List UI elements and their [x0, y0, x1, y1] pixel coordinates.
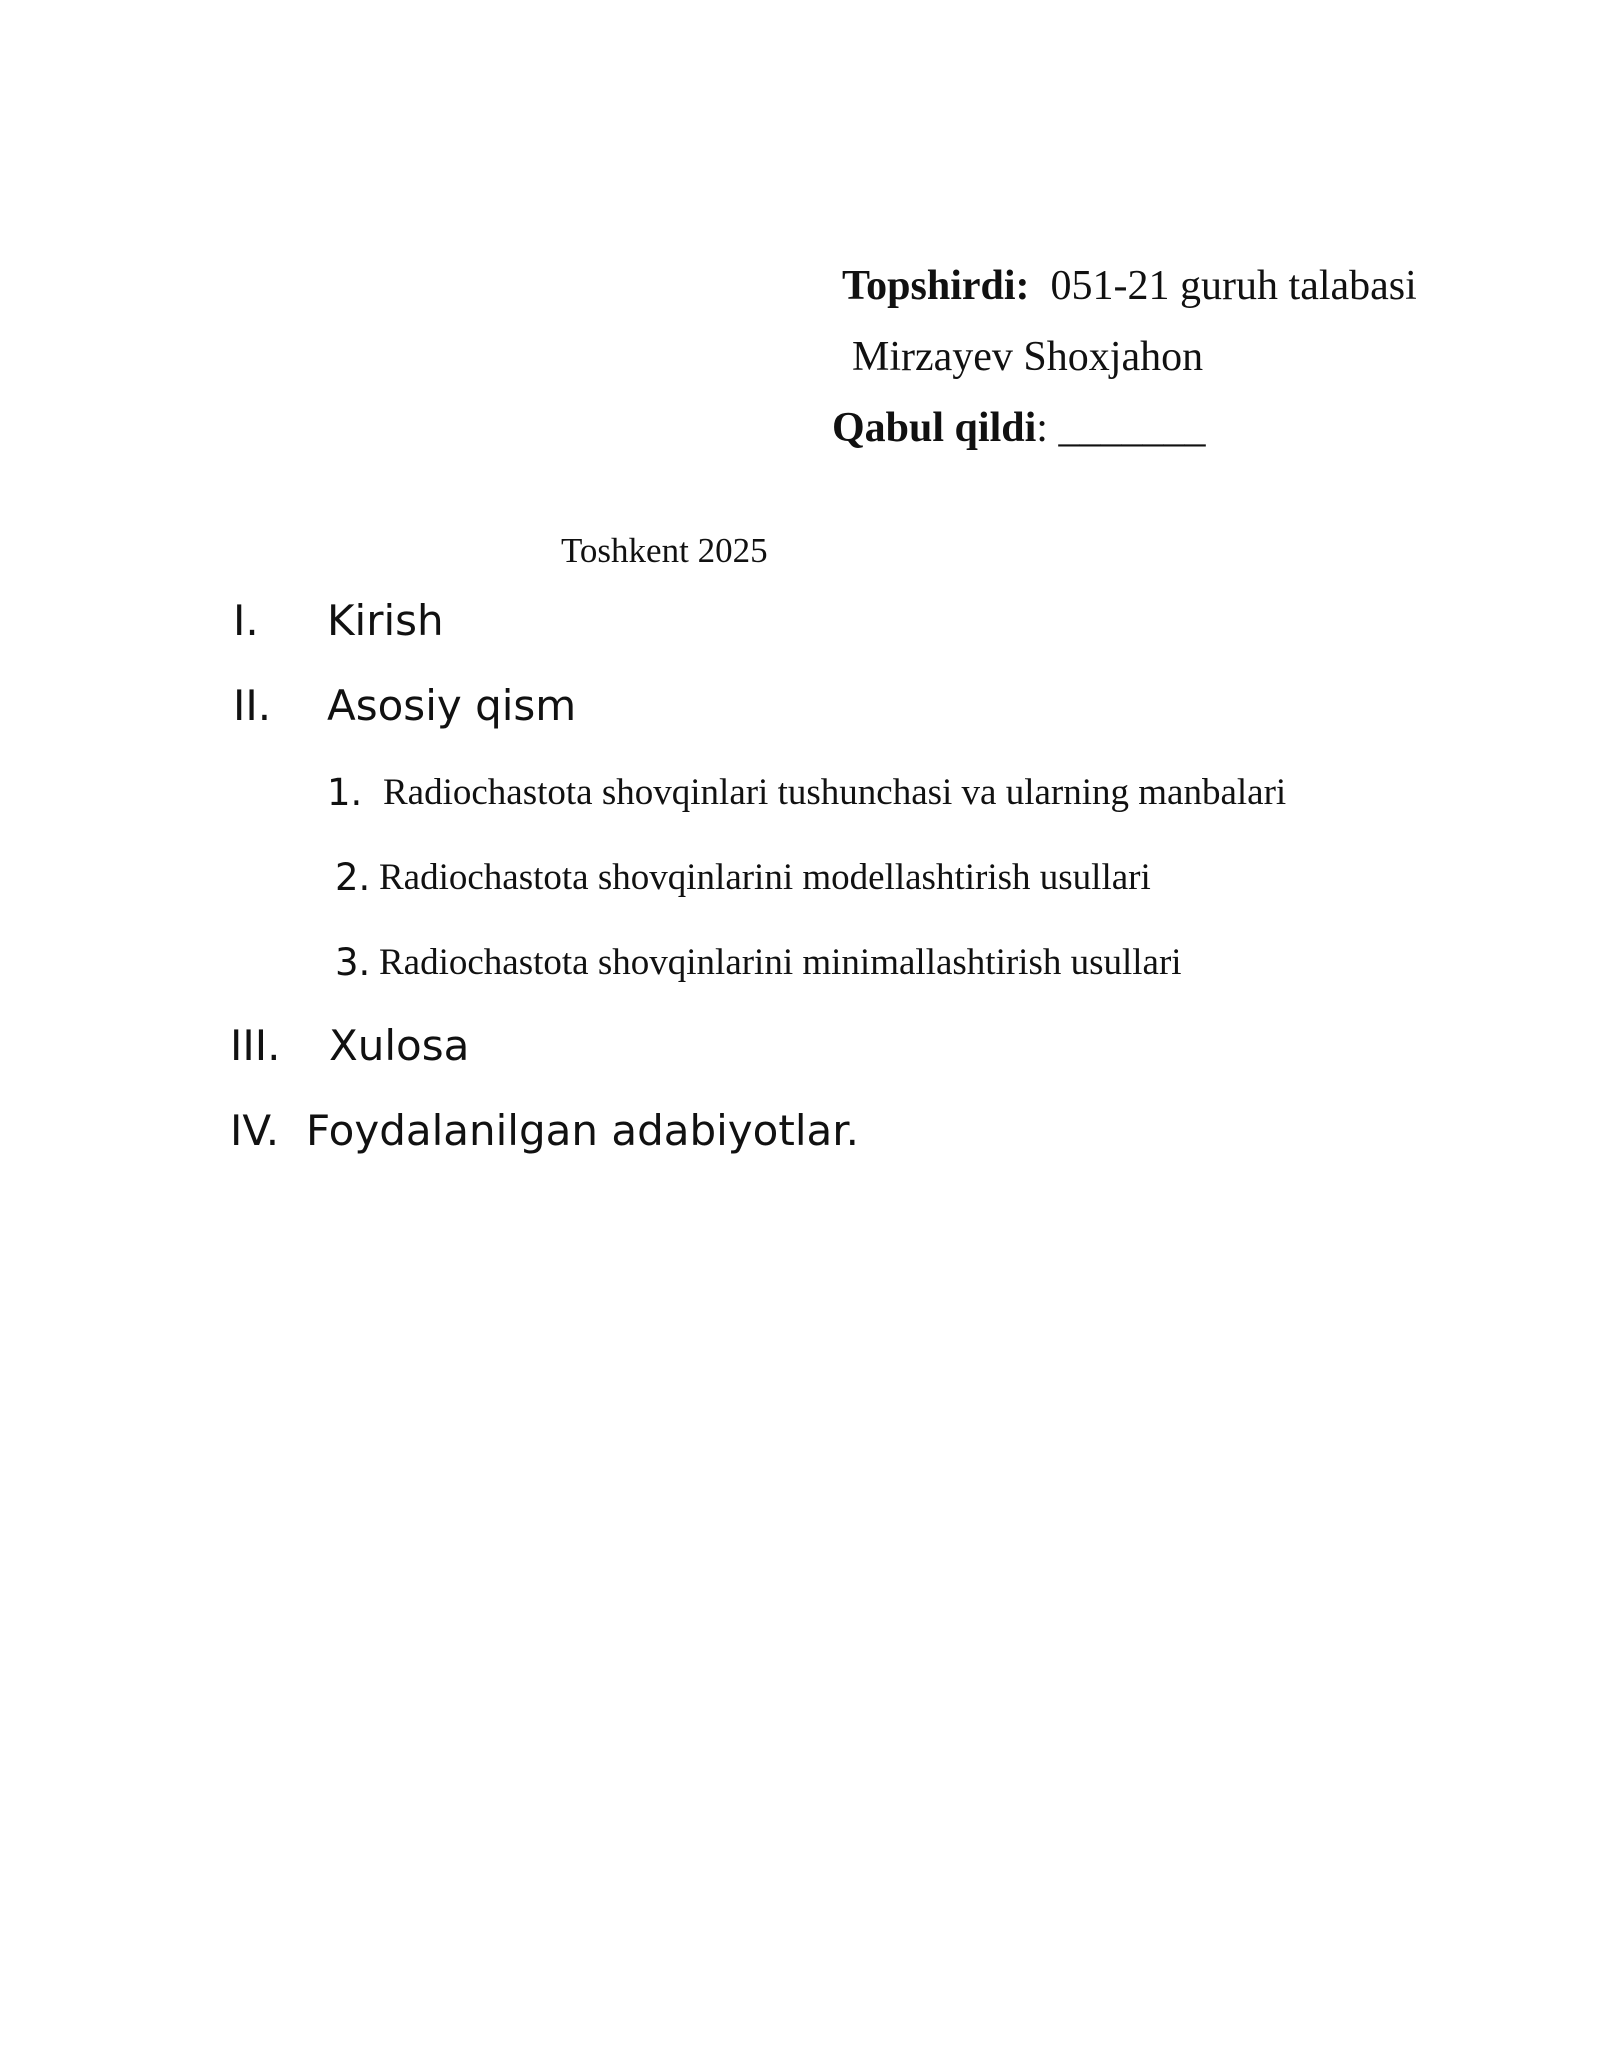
student-name: Mirzayev Shoxjahon: [852, 334, 1204, 380]
toc-item-xulosa: Xulosa: [329, 1021, 470, 1070]
toc-item-asosiy-qism: Asosiy qism: [327, 681, 577, 730]
toc-subitem-number: 2.: [335, 856, 371, 899]
toc-subitem-number: 3.: [335, 941, 371, 984]
submitted-value: 051-21 guruh talabasi: [1050, 263, 1417, 309]
toc-subitem-2: Radiochastota shovqinlarini modellashtirish usullari: [379, 857, 1151, 898]
accepted-line: [832, 407, 1205, 449]
toc-item-kirish: Kirish: [327, 596, 444, 645]
toc-item-foydalanilgan-adabiyotlar: Foydalanilgan adabiyotlar.: [306, 1106, 859, 1155]
toc-subitem-1: Radiochastota shovqinlari tushunchasi va ularning manbalari: [383, 772, 1287, 813]
toc-number: I.: [233, 596, 259, 645]
toc-subitem-number: 1.: [327, 771, 363, 814]
submitted-label: Topshirdi:: [842, 263, 1030, 309]
toc-subitem-3: Radiochastota shovqinlarini minimallashtirish usullari: [379, 942, 1182, 983]
submitted-line: [842, 265, 1417, 307]
accepted-label: Qabul qildi: [832, 405, 1037, 451]
toc-number: IV.: [230, 1106, 280, 1155]
toc-number: II.: [233, 681, 272, 730]
accepted-separator: :: [1036, 405, 1048, 451]
toc-number: III.: [230, 1021, 281, 1070]
accepted-blank: _______: [1058, 405, 1206, 451]
city-year: Toshkent 2025: [561, 531, 768, 570]
